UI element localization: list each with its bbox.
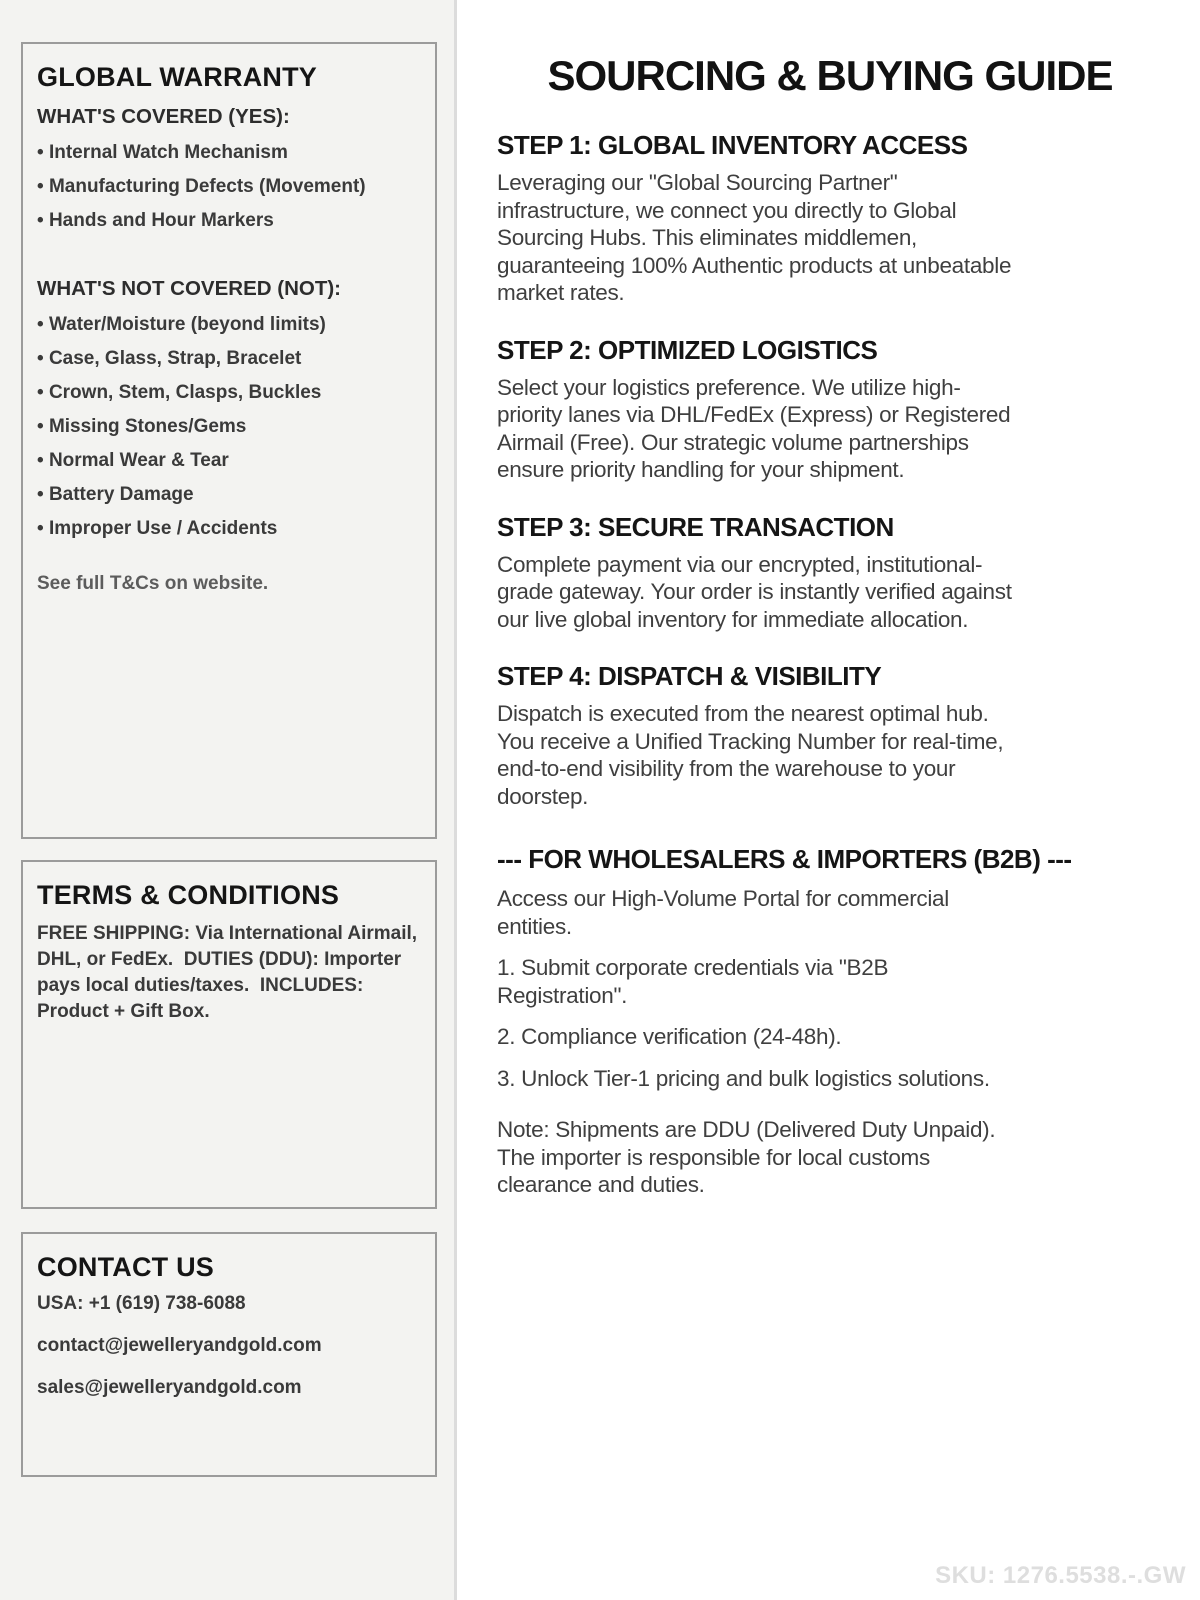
list-item: • Normal Wear & Tear — [37, 451, 421, 471]
list-item: • Hands and Hour Markers — [37, 211, 421, 231]
b2b-heading: --- FOR WHOLESALERS & IMPORTERS (B2B) --- — [497, 844, 1072, 874]
step-4-section — [497, 661, 1163, 810]
not-covered-list — [37, 315, 421, 539]
main-content — [460, 0, 1200, 1600]
terms-body: FREE SHIPPING: Via International Airmail, DHL, or FedEx. DUTIES (DDU): Importer pays local duties/taxes. INCLUDES: Product + Gift Box. — [37, 923, 423, 1022]
step-3-heading: STEP 3: SECURE TRANSACTION — [497, 511, 894, 542]
contact-phone: USA: +1 (619) 738-6088 — [37, 1293, 246, 1314]
step-1-section — [497, 130, 1163, 307]
contact-title: CONTACT US — [37, 1252, 214, 1282]
step-2-section — [497, 335, 1163, 484]
terms-title: TERMS & CONDITIONS — [37, 880, 340, 910]
step-1-heading: STEP 1: GLOBAL INVENTORY ACCESS — [497, 130, 968, 160]
b2b-section — [497, 844, 1163, 1199]
page-title: SOURCING & BUYING GUIDE — [547, 52, 1113, 99]
not-covered-title: WHAT'S NOT COVERED (NOT): — [37, 277, 341, 300]
terms-panel — [21, 860, 437, 1209]
step-3-body: Complete payment via our encrypted, institutional-grade gateway. Your order is instantly verified against our live global inventory for immediate allocation. — [497, 551, 1012, 632]
list-item: • Missing Stones/Gems — [37, 417, 421, 437]
b2b-item-2: 2. Compliance verification (24-48h). — [497, 1024, 842, 1049]
contact-panel — [21, 1232, 437, 1477]
step-4-heading: STEP 4: DISPATCH & VISIBILITY — [497, 661, 882, 691]
sidebar — [0, 0, 457, 1600]
step-1-body: Leveraging our "Global Sourcing Partner" infrastructure, we connect you directly to Global Sourcing Hubs. This eliminates middlemen, guaranteeing 100% Authentic products at unbeatable market rates. — [497, 170, 1012, 305]
list-item: • Manufacturing Defects (Movement) — [37, 177, 421, 197]
step-2-body: Select your logistics preference. We utilize high-priority lanes via DHL/FedEx (Express) or Registered Airmail (Free). Our strategic volume partnerships ensure priority handling for your shipment. — [497, 374, 1011, 482]
step-2-heading: STEP 2: OPTIMIZED LOGISTICS — [497, 334, 878, 365]
warranty-title: GLOBAL WARRANTY — [37, 62, 317, 92]
list-item: • Battery Damage — [37, 485, 421, 505]
warranty-footnote: See full T&Cs on website. — [37, 573, 269, 594]
list-item: • Water/Moisture (beyond limits) — [37, 315, 421, 335]
list-item: • Internal Watch Mechanism — [37, 143, 421, 163]
b2b-item-1: 1. Submit corporate credentials via "B2B Registration". — [497, 955, 889, 1008]
covered-list — [37, 143, 421, 231]
contact-email-sales: sales@jewelleryandgold.com — [37, 1377, 302, 1398]
b2b-note: Note: Shipments are DDU (Delivered Duty Unpaid). The importer is responsible for local customs clearance and duties. — [497, 1117, 996, 1197]
warranty-panel — [21, 42, 437, 839]
b2b-intro: Access our High-Volume Portal for commercial entities. — [497, 886, 949, 939]
covered-title: WHAT'S COVERED (YES): — [37, 105, 290, 128]
step-3-section — [497, 512, 1163, 634]
step-4-body: Dispatch is executed from the nearest optimal hub. You receive a Unified Tracking Number for real-time, end-to-end visibility from the warehouse to your doorstep. — [497, 701, 1004, 809]
b2b-item-3: 3. Unlock Tier-1 pricing and bulk logistics solutions. — [497, 1065, 990, 1091]
list-item: • Case, Glass, Strap, Bracelet — [37, 349, 421, 369]
sku-label: SKU: 1276.5538.-.GW — [935, 1562, 1186, 1589]
list-item: • Crown, Stem, Clasps, Buckles — [37, 383, 421, 403]
contact-email-primary: contact@jewelleryandgold.com — [37, 1335, 322, 1356]
list-item: • Improper Use / Accidents — [37, 519, 421, 539]
